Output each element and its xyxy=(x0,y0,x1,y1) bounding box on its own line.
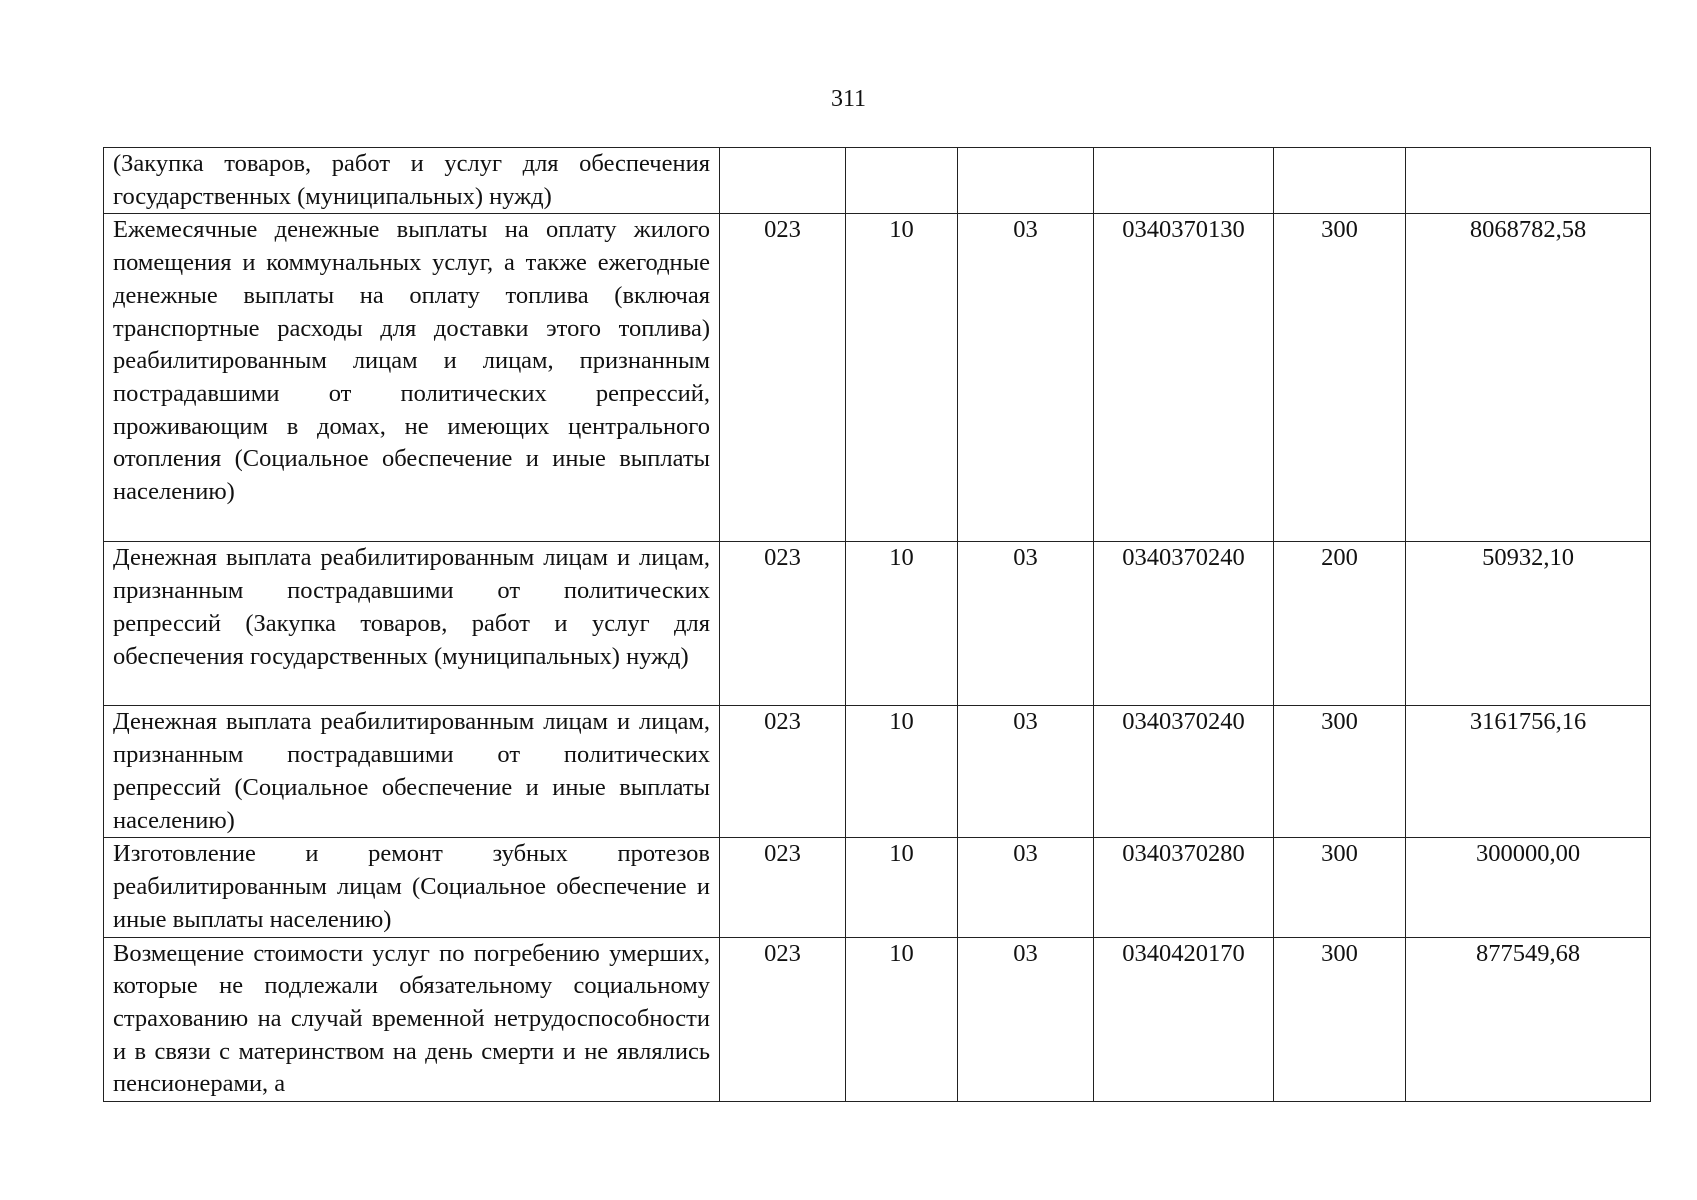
row-description: (Закупка товаров, работ и услуг для обеспечения государственных (муниципальных) нужд) xyxy=(104,148,720,214)
amount: 50932,10 xyxy=(1406,542,1651,706)
ministry-code: 023 xyxy=(720,542,846,706)
subsection-code: 03 xyxy=(958,542,1094,706)
amount: 3161756,16 xyxy=(1406,706,1651,838)
ministry-code: 023 xyxy=(720,214,846,542)
ministry-code: 023 xyxy=(720,838,846,937)
section-code: 10 xyxy=(846,838,958,937)
row-description: Возмещение стоимости услуг по погребению умерших, которые не подлежали обязательному социальному страхованию на случай временной нетрудоспособности и в связи с материнством на день смерти и не являлись пенсионерами, а xyxy=(104,937,720,1102)
expense-type-code: 300 xyxy=(1274,838,1406,937)
expense-type-code: 300 xyxy=(1274,706,1406,838)
amount: 877549,68 xyxy=(1406,937,1651,1102)
row-description: Денежная выплата реабилитированным лицам и лицам, признанным пострадавшими от политических репрессий (Социальное обеспечение и иные выплаты населению) xyxy=(104,706,720,838)
section-code: 10 xyxy=(846,937,958,1102)
expense-type-code: 300 xyxy=(1274,937,1406,1102)
row-description: Изготовление и ремонт зубных протезов реабилитированным лицам (Социальное обеспечение и иные выплаты населению) xyxy=(104,838,720,937)
target-article-code: 0340370280 xyxy=(1094,838,1274,937)
amount: 300000,00 xyxy=(1406,838,1651,937)
table-row xyxy=(104,838,1651,937)
target-article-code: 0340370130 xyxy=(1094,214,1274,542)
table-row xyxy=(104,214,1651,542)
subsection-code: 03 xyxy=(958,214,1094,542)
amount: 8068782,58 xyxy=(1406,214,1651,542)
section-code: 10 xyxy=(846,706,958,838)
section-code: 10 xyxy=(846,214,958,542)
budget-table xyxy=(103,147,1651,1102)
page-number: 311 xyxy=(830,86,867,112)
table-row xyxy=(104,706,1651,838)
table-row xyxy=(104,148,1651,214)
table-row xyxy=(104,542,1651,706)
row-description: Денежная выплата реабилитированным лицам и лицам, признанным пострадавшими от политических репрессий (Закупка товаров, работ и услуг для обеспечения государственных (муниципальных) нужд) xyxy=(104,542,720,706)
target-article-code: 0340370240 xyxy=(1094,706,1274,838)
subsection-code: 03 xyxy=(958,937,1094,1102)
table-row xyxy=(104,937,1651,1102)
amount xyxy=(1406,148,1651,214)
section-code: 10 xyxy=(846,542,958,706)
target-article-code: 0340420170 xyxy=(1094,937,1274,1102)
ministry-code xyxy=(720,148,846,214)
target-article-code: 0340370240 xyxy=(1094,542,1274,706)
subsection-code xyxy=(958,148,1094,214)
ministry-code: 023 xyxy=(720,706,846,838)
section-code xyxy=(846,148,958,214)
subsection-code: 03 xyxy=(958,838,1094,937)
expense-type-code: 200 xyxy=(1274,542,1406,706)
expense-type-code: 300 xyxy=(1274,214,1406,542)
expense-type-code xyxy=(1274,148,1406,214)
subsection-code: 03 xyxy=(958,706,1094,838)
ministry-code: 023 xyxy=(720,937,846,1102)
row-description: Ежемесячные денежные выплаты на оплату жилого помещения и коммунальных услуг, а также ежегодные денежные выплаты на оплату топлива (включая транспортные расходы для доставки этого топлива) реабилитированным лицам и лицам, признанным пострадавшими от политических репрессий, проживающим в домах, не имеющих центрального отопления (Социальное обеспечение и иные выплаты населению) xyxy=(104,214,720,542)
target-article-code xyxy=(1094,148,1274,214)
